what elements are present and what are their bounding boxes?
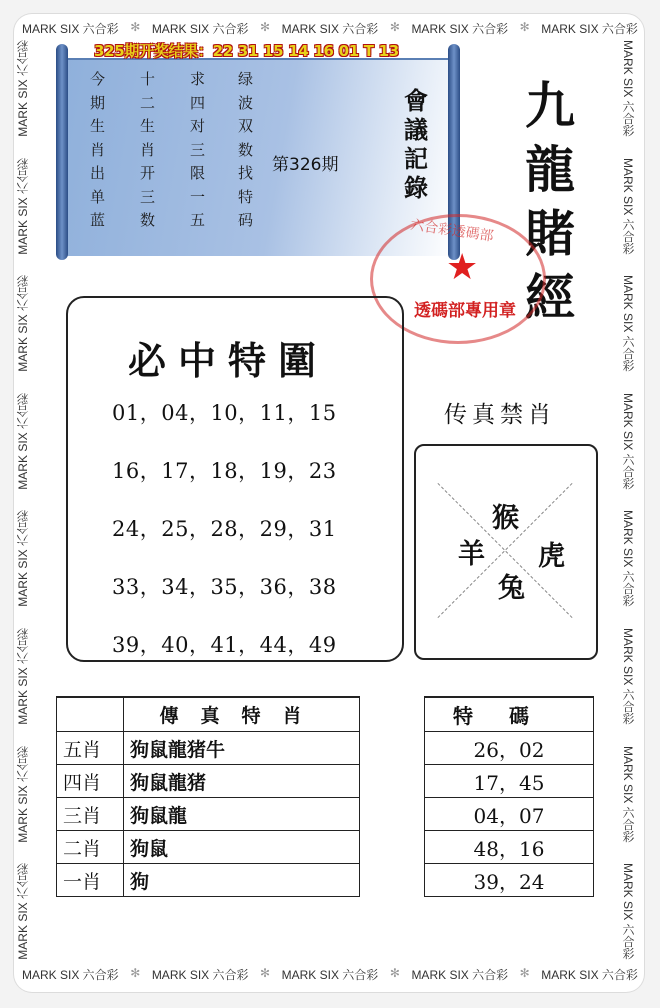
table-row	[425, 864, 594, 897]
table-row	[57, 765, 360, 798]
poem-char: 今	[90, 70, 106, 88]
poem-char: 数	[140, 211, 156, 229]
number-row: 01，04，10，11，15	[112, 401, 337, 425]
watermark-text: MARK SIX 六合彩	[16, 40, 30, 137]
table-header-row	[425, 697, 594, 732]
watermark-text: MARK SIX 六合彩	[281, 968, 379, 982]
zodiac-left: 羊	[458, 539, 485, 570]
code-cell: 26，02	[425, 732, 594, 765]
poem-char: 对	[190, 117, 206, 135]
flower-icon: ✻	[519, 966, 530, 980]
poem-column-3	[190, 68, 205, 233]
poem-char: 二	[140, 93, 156, 112]
row-label: 五肖	[57, 732, 124, 765]
flower-icon: ✻	[389, 20, 400, 34]
watermark-text: MARK SIX 六合彩	[16, 392, 30, 490]
code-cell: 04，07	[425, 798, 594, 831]
watermark-text: MARK SIX 六合彩	[281, 22, 379, 36]
meeting-char: 錄	[404, 173, 428, 202]
poem-char: 特	[238, 187, 254, 206]
watermark-text: MARK SIX 六合彩	[16, 863, 30, 960]
table-row	[57, 864, 360, 897]
watermark-text: MARK SIX 六合彩	[16, 628, 30, 725]
poem-char: 四	[190, 93, 206, 112]
poem-char: 波	[238, 93, 254, 112]
watermark-text: MARK SIX 六合彩	[151, 22, 249, 36]
poem-char: 出	[90, 164, 106, 182]
flower-icon: ✻	[389, 966, 400, 980]
code-cell: 48，16	[425, 831, 594, 864]
flower-icon: ✻	[130, 20, 141, 34]
table-cell	[57, 697, 124, 732]
number-row: 16，17，18，19，23	[112, 459, 337, 483]
watermark-text: MARK SIX 六合彩	[22, 968, 119, 982]
forbidden-zodiac-title: 传真禁肖	[444, 402, 556, 428]
stamp-label: 透碼部專用章	[414, 301, 516, 321]
poem-char: 肖	[140, 140, 156, 159]
row-value: 狗鼠	[124, 831, 360, 864]
number-row: 24，25，28，29，31	[112, 517, 337, 541]
scroll-rod-left	[56, 44, 68, 260]
poem-char: 三	[190, 140, 206, 159]
poem-char: 双	[238, 117, 254, 135]
watermark-text: MARK SIX 六合彩	[621, 628, 635, 725]
row-value: 狗鼠龍猪牛	[124, 732, 360, 765]
fax-zodiac-header: 傳真特肖	[124, 697, 360, 732]
row-label: 三肖	[57, 798, 124, 831]
poem-char: 期	[90, 93, 106, 112]
poem-char: 十	[140, 70, 156, 88]
watermark-text: MARK SIX 六合彩	[411, 968, 509, 982]
special-code-table	[424, 696, 594, 897]
table-row	[425, 765, 594, 798]
poem-char: 生	[90, 117, 106, 135]
poem-char: 一	[190, 187, 206, 206]
poem-char: 蓝	[90, 211, 106, 229]
table-row	[425, 732, 594, 765]
zodiac-top: 猴	[492, 503, 519, 534]
watermark-text: MARK SIX 六合彩	[411, 22, 509, 36]
watermark-text: MARK SIX 六合彩	[541, 968, 638, 982]
special-code-header: 特碼	[425, 697, 594, 732]
zodiac-right: 虎	[538, 541, 565, 572]
poem-char: 五	[190, 211, 206, 229]
watermark-text: MARK SIX 六合彩	[621, 40, 635, 137]
table-header-row	[57, 697, 360, 732]
row-value: 狗鼠龍猪	[124, 765, 360, 798]
table-row	[425, 831, 594, 864]
watermark-text: MARK SIX 六合彩	[621, 863, 635, 960]
meeting-char: 議	[404, 115, 428, 144]
poem-char: 三	[140, 187, 156, 206]
row-value: 狗鼠龍	[124, 798, 360, 831]
title-char: 九	[525, 76, 575, 135]
watermark-text: MARK SIX 六合彩	[16, 510, 30, 608]
poem-char: 限	[190, 164, 206, 182]
draw-result-line: 325期开奖结果：22 31 15 14 16 01 T 13	[94, 42, 399, 60]
flower-icon: ✻	[130, 966, 141, 980]
watermark-top	[22, 20, 638, 37]
watermark-text: MARK SIX 六合彩	[16, 745, 30, 843]
poem-char: 绿	[238, 70, 254, 88]
table-row	[57, 831, 360, 864]
special-numbers-title: 必中特圍	[128, 338, 329, 383]
poem-column-1	[90, 68, 105, 233]
star-icon: ★	[446, 247, 479, 288]
table-row	[57, 798, 360, 831]
watermark-text: MARK SIX 六合彩	[541, 22, 638, 36]
poem-column-4	[238, 68, 253, 233]
number-row: 33，34，35，36，38	[112, 575, 337, 599]
poem-char: 肖	[90, 140, 106, 159]
table-row	[57, 732, 360, 765]
flower-icon: ✻	[260, 20, 271, 34]
table-row	[425, 798, 594, 831]
row-label: 二肖	[57, 831, 124, 864]
number-row: 39，40，41，44，49	[112, 633, 337, 657]
watermark-text: MARK SIX 六合彩	[621, 275, 635, 372]
zodiac-bottom: 兔	[498, 573, 525, 604]
watermark-text: MARK SIX 六合彩	[16, 275, 30, 372]
title-char: 經	[525, 268, 575, 327]
code-cell: 39，24	[425, 864, 594, 897]
watermark-text: MARK SIX 六合彩	[621, 157, 635, 255]
poem-char: 单	[90, 187, 106, 206]
row-label: 四肖	[57, 765, 124, 798]
flower-icon: ✻	[519, 20, 530, 34]
poem-column-2	[140, 68, 155, 233]
meeting-char: 記	[404, 144, 428, 173]
code-cell: 17，45	[425, 765, 594, 798]
poem-char: 码	[238, 211, 254, 229]
title-char: 龍	[525, 140, 575, 199]
watermark-text: MARK SIX 六合彩	[621, 392, 635, 490]
fax-zodiac-table	[56, 696, 360, 897]
watermark-text: MARK SIX 六合彩	[621, 745, 635, 843]
watermark-bottom	[22, 966, 638, 983]
meeting-char: 會	[404, 86, 428, 115]
row-label: 一肖	[57, 864, 124, 897]
poem-char: 求	[190, 70, 206, 88]
watermark-text: MARK SIX 六合彩	[151, 968, 249, 982]
poem-char: 生	[140, 117, 156, 135]
stamp-arc-text: 六合彩透碼部	[409, 217, 495, 245]
watermark-text: MARK SIX 六合彩	[16, 157, 30, 255]
row-value: 狗	[124, 864, 360, 897]
issue-number: 第326期	[272, 155, 339, 175]
poem-char: 数	[238, 140, 254, 159]
title-char: 賭	[525, 204, 575, 263]
poem-char: 找	[238, 164, 254, 182]
flower-icon: ✻	[260, 966, 271, 980]
poem-char: 开	[140, 164, 156, 182]
watermark-text: MARK SIX 六合彩	[621, 510, 635, 608]
watermark-left	[14, 40, 31, 960]
meeting-record-label	[404, 86, 434, 202]
watermark-right	[620, 40, 637, 960]
watermark-text: MARK SIX 六合彩	[22, 22, 119, 36]
